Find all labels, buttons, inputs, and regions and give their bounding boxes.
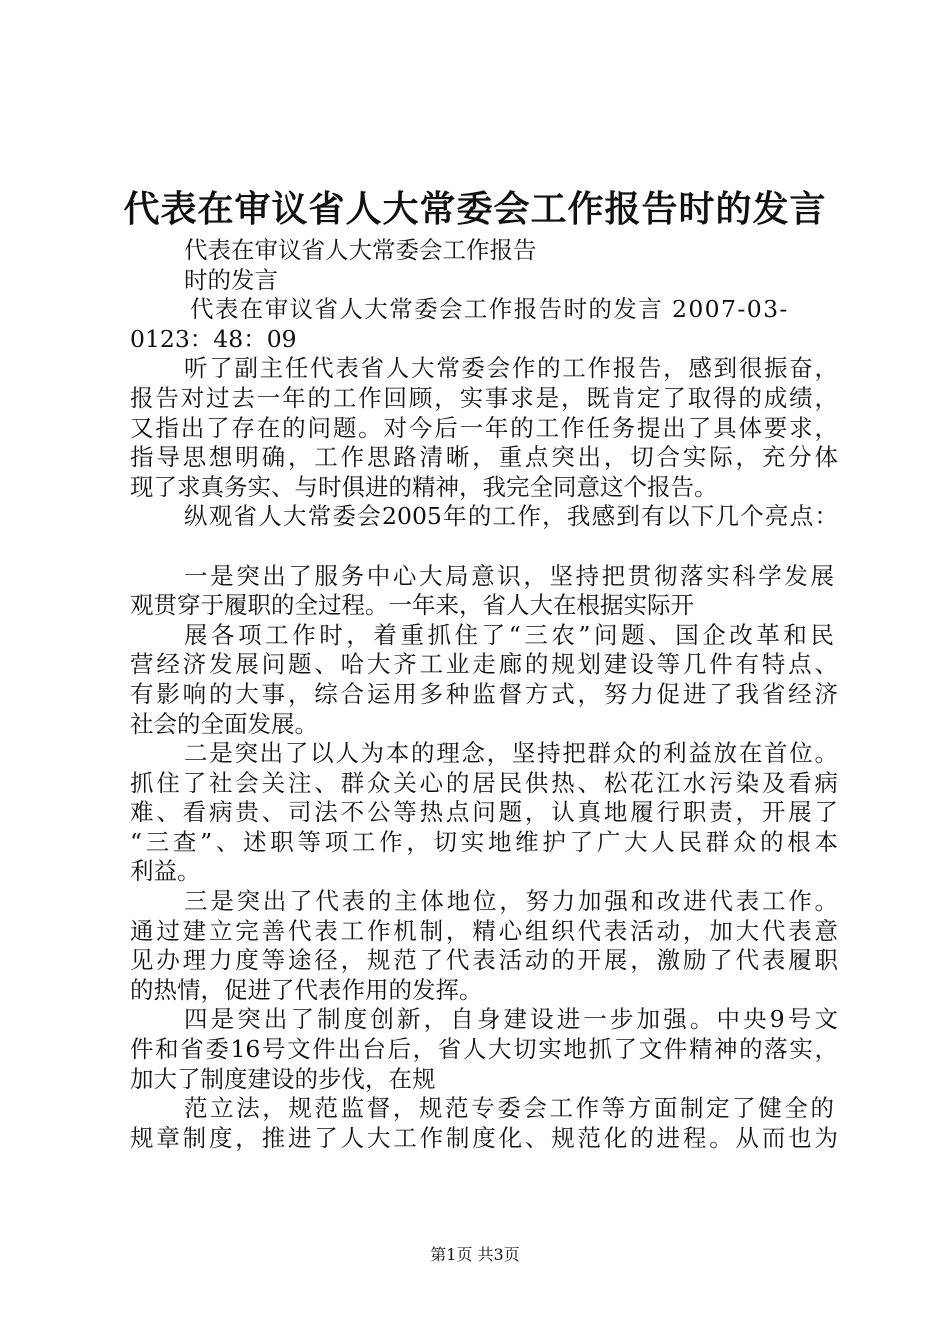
document-title: 代表在审议省人大常委会工作报告时的发言 bbox=[123, 188, 827, 230]
body-line: 的热情，促进了代表作用的发挥。 bbox=[130, 975, 483, 1004]
body-line: 二是突出了以人为本的理念，坚持把群众的利益放在首位。 bbox=[184, 739, 838, 768]
body-line: 有影响的大事，综合运用多种监督方式，努力促进了我省经济 bbox=[130, 679, 838, 708]
body-line: “三查”、述职等项工作，切实地维护了广大人民群众的根本 bbox=[130, 827, 838, 856]
body-line: 见办理力度等途径，规范了代表活动的开展，激励了代表履职 bbox=[130, 946, 838, 975]
body-line: 时的发言 bbox=[184, 265, 278, 294]
body-line: 难、看病贵、司法不公等热点问题，认真地履行职责，开展了 bbox=[130, 798, 838, 827]
body-line: 三是突出了代表的主体地位，努力加强和改进代表工作。 bbox=[184, 887, 838, 916]
body-line: 代表在审议省人大常委会工作报告时的发言 2007-03- bbox=[190, 295, 789, 324]
body-line: 又指出了存在的问题。对今后一年的工作任务提出了具体要求， bbox=[130, 413, 838, 442]
body-line: 营经济发展问题、哈大齐工业走廊的规划建设等几件有特点、 bbox=[130, 650, 838, 679]
body-line: 指导思想明确，工作思路清晰，重点突出，切合实际，充分体 bbox=[130, 443, 838, 472]
body-line: 通过建立完善代表工作机制，精心组织代表活动，加大代表意 bbox=[130, 916, 838, 945]
body-line: 一是突出了服务中心大局意识，坚持把贯彻落实科学发展 bbox=[184, 561, 834, 590]
body-line: 0123：48：09 bbox=[130, 324, 297, 353]
body-line: 听了副主任代表省人大常委会作的工作报告，感到很振奋， bbox=[184, 354, 838, 383]
body-line: 代表在审议省人大常委会工作报告 bbox=[184, 236, 537, 264]
body-line: 规章制度，推进了人大工作制度化、规范化的进程。从而也为 bbox=[130, 1123, 838, 1152]
body-line: 件和省委16号文件出台后，省人大切实地抓了文件精神的落实， bbox=[130, 1035, 838, 1064]
document-body bbox=[130, 236, 838, 1153]
body-line: 展各项工作时，着重抓住了“三农”问题、国企改革和民 bbox=[184, 620, 834, 649]
body-line: 现了求真务实、与时俱进的精神，我完全同意这个报告。 bbox=[130, 472, 718, 501]
body-line: 抓住了社会关注、群众关心的居民供热、松花江水污染及看病 bbox=[130, 768, 838, 797]
blank-line bbox=[130, 532, 838, 562]
body-line: 纵观省人大常委会2005年的工作，我感到有以下几个亮点： bbox=[184, 502, 838, 531]
body-line: 社会的全面发展。 bbox=[130, 709, 318, 738]
body-line: 范立法，规范监督，规范专委会工作等方面制定了健全的 bbox=[184, 1094, 834, 1123]
body-line: 四是突出了制度创新，自身建设进一步加强。中央9号文 bbox=[184, 1005, 838, 1034]
body-line: 观贯穿于履职的全过程。一年来，省人大在根据实际开 bbox=[130, 591, 694, 620]
body-line: 报告对过去一年的工作回顾，实事求是，既肯定了取得的成绩， bbox=[130, 383, 838, 412]
page-number: 第1页 共3页 bbox=[430, 1245, 520, 1264]
body-line: 利益。 bbox=[130, 857, 201, 886]
body-line: 加大了制度建设的步伐，在规 bbox=[130, 1064, 436, 1093]
